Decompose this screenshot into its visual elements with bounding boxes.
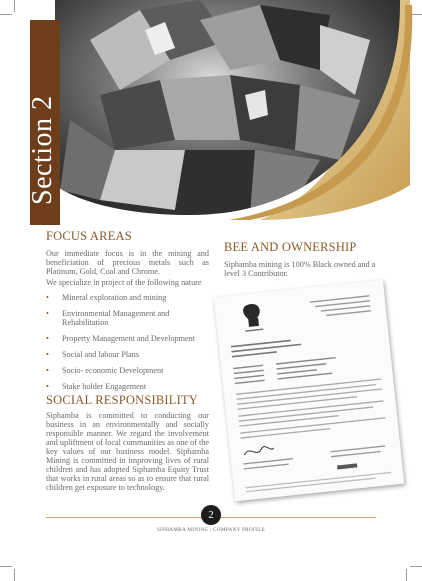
footer-text: SIPHAMBA MINING | COMPANY PROFILE: [156, 527, 266, 533]
crop-mark: [0, 566, 12, 567]
bullet-icon: •: [46, 334, 49, 343]
list-item: [46, 293, 216, 302]
list-item: [46, 334, 216, 343]
bullet-icon: •: [46, 366, 49, 375]
list-item-text: Stake holder Engagement: [62, 382, 147, 391]
list-item-text: Social and labour Plans: [62, 350, 140, 359]
crop-mark: [410, 566, 422, 567]
focus-intro: Our immediate focus is in the mining and beneficiation of precious metals such as Platinum, Gold, Coal and Chrome.: [46, 249, 209, 276]
list-item: [46, 350, 216, 359]
crop-mark: [14, 569, 15, 581]
list-item-text: Environmental Management and Rehabilitation: [62, 309, 170, 327]
focus-specialize: We specialize in project of the following nature: [46, 278, 202, 287]
list-item-text: Socio- economic Development: [62, 366, 164, 375]
focus-areas-heading: FOCUS AREAS: [46, 229, 132, 243]
list-item: [46, 309, 216, 327]
bullet-icon: •: [46, 350, 49, 359]
bee-certificate-image: [214, 280, 404, 502]
certificate-graphic: [214, 280, 404, 502]
page-number: 2: [201, 505, 221, 525]
social-body: Siphamba is committed to conducting our business in an environmentally and socially responsible manner. We regard the involvement and upliftment of local communities as one of the key values of our business model. Siphamba Mining is committed in improving lives of rural children and has adopted Siphamba Equity Trust that works in rural areas so as to ensure that rural children get exposure to technology.: [46, 411, 209, 492]
social-responsibility-heading: SOCIAL RESPONSIBILITY: [46, 393, 199, 407]
list-item: [46, 382, 216, 391]
mineral-hero-image: [0, 0, 422, 220]
list-item-text: Mineral exploration and mining: [62, 293, 167, 302]
section-label: Section 2: [27, 95, 58, 205]
bee-body: Siphamba mining is 100% Black owned and a level 3 Contributor.: [224, 260, 376, 278]
list-item: [46, 366, 216, 375]
list-item-text: Property Management and Development: [62, 334, 196, 343]
crop-mark: [406, 569, 407, 581]
focus-list: [46, 293, 216, 398]
bullet-icon: •: [46, 382, 49, 391]
bullet-icon: •: [46, 293, 49, 302]
bee-heading: BEE AND OWNERSHIP: [224, 240, 357, 254]
bullet-icon: •: [46, 309, 49, 318]
